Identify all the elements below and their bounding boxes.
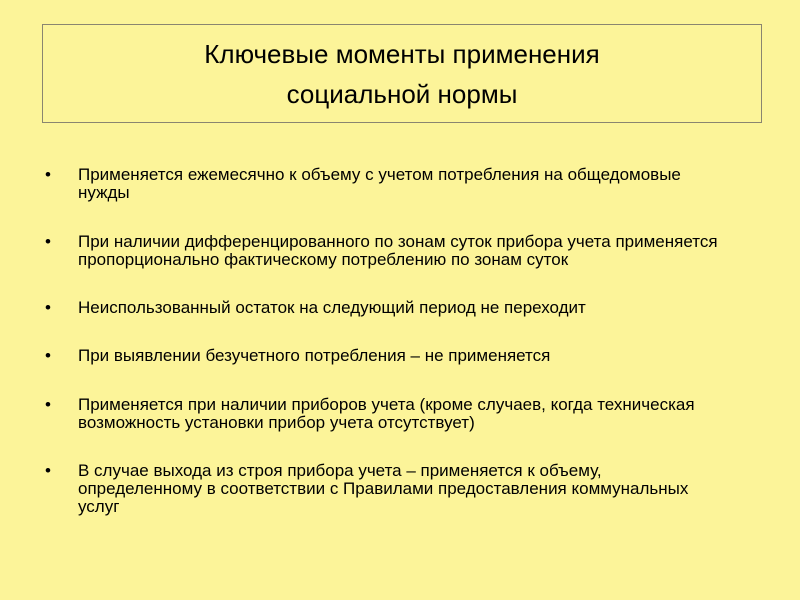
title-line-2: социальной нормы [286,78,518,109]
bullet-item [40,166,730,202]
bullet-item [40,233,730,269]
bullet-icon: • [45,232,51,251]
bullet-text: При наличии дифференцированного по зонам суток прибора учета применяется пропорционально фактическому потреблению по зонам суток [78,232,718,269]
title-line-1: Ключевые моменты применения [204,38,600,69]
bullet-item [40,299,730,317]
title-box [42,24,762,123]
bullet-icon: • [45,298,51,317]
bullet-text: Неиспользованный остаток на следующий период не переходит [78,298,586,317]
bullet-text: Применяется ежемесячно к объему с учетом потребления на общедомовые нужды [78,165,681,202]
bullet-icon: • [45,395,51,414]
bullet-item [40,462,730,516]
bullet-text: В случае выхода из строя прибора учета – применяется к объему, определенному в соответствии с Правилами предоставления коммунальных услуг [78,461,689,516]
bullet-text: При выявлении безучетного потребления – не применяется [78,346,551,365]
bullet-icon: • [45,165,51,184]
bullet-text: Применяется при наличии приборов учета (кроме случаев, когда техническая возможность установки прибор учета отсутствует) [78,395,695,432]
bullet-icon: • [45,346,51,365]
bullet-icon: • [45,461,51,480]
bullet-item [40,347,730,365]
bullet-list [40,166,730,516]
bullet-item [40,396,730,432]
